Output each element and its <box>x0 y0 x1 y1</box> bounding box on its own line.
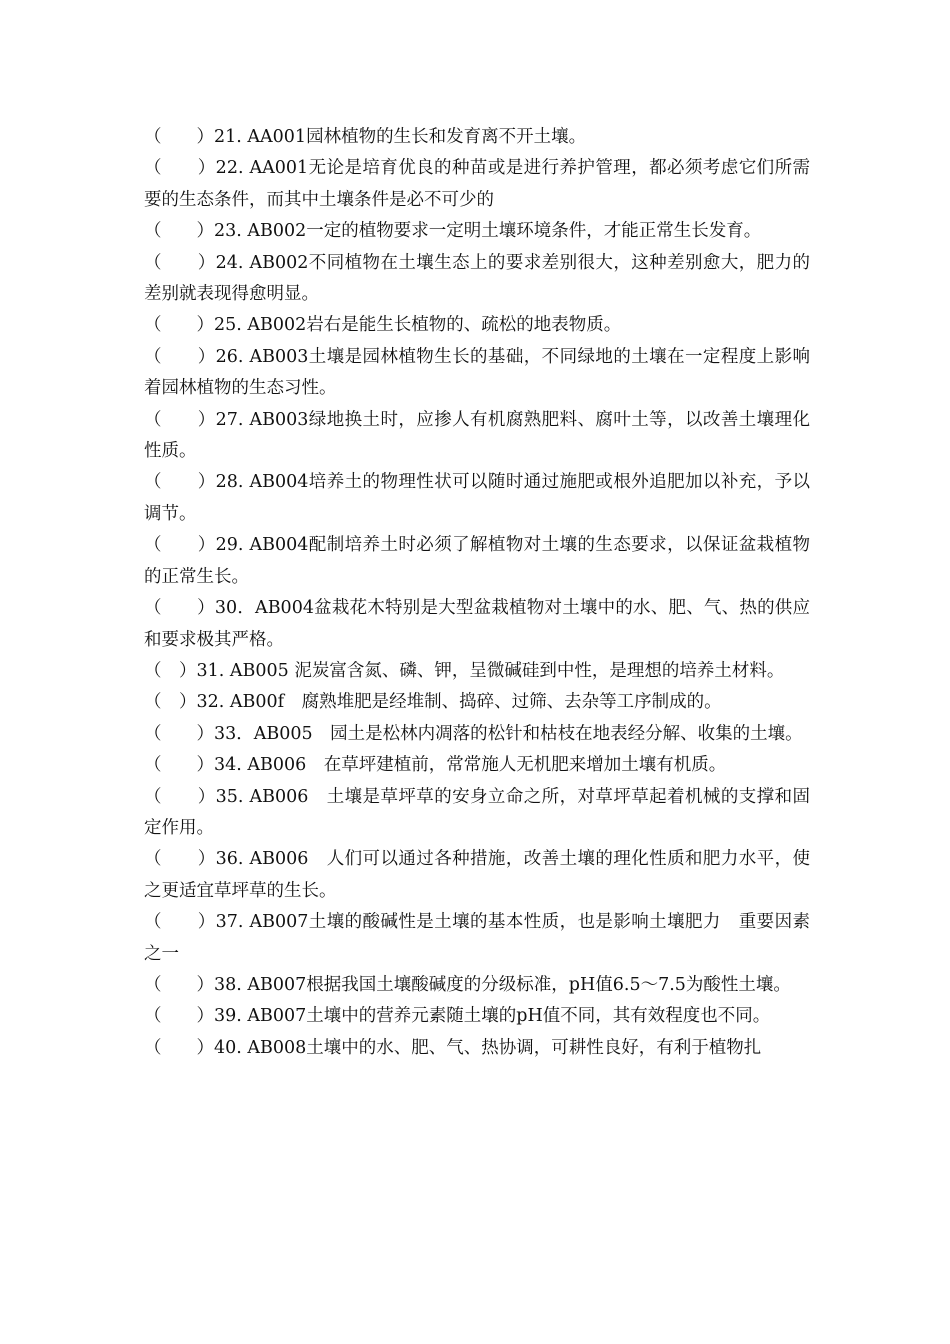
question-34: （ ）34. AB006 在草坪建植前，常常施人无机肥来增加土壤有机质。 <box>144 755 727 776</box>
question-35: （ ）35. AB006 土壤是草坪草的安身立命之所，对草坪草起着机械的支撑和固定作用。 <box>144 786 810 838</box>
question-38: （ ）38. AB007根据我国土壤酸碱度的分级标准，pH值6.5～7.5为酸性土壤。 <box>144 974 791 995</box>
question-24: （ ）24. AB002不同植物在土壤生态上的要求差别很大，这种差别愈大，肥力的差别就表现得愈明显。 <box>144 252 810 305</box>
question-32: （ ）32. AB00f 腐熟堆肥是经堆制、捣碎、过筛、去杂等工序制成的。 <box>144 692 722 713</box>
question-26: （ ）26. AB003土壤是园林植物生长的基础，不同绿地的土壤在一定程度上影响着园林植物的生态习性。 <box>144 346 810 399</box>
question-39: （ ）39. AB007土壤中的营养元素随土壤的pH值不同，其有效程度也不同。 <box>144 1006 771 1027</box>
question-30: （ ）30．AB004盆栽花木特别是大型盆栽植物对土壤中的水、肥、气、热的供应和要求极其严格。 <box>144 598 810 650</box>
question-29: （ ）29. AB004配制培养土时必须了解植物对土壤的生态要求，以保证盆栽植物的正常生长。 <box>144 535 810 587</box>
question-27: （ ）27. AB003绿地换土时，应掺人有机腐熟肥料、腐叶土等，以改善土壤理化性质。 <box>144 409 810 462</box>
question-22: （ ）22. AA001无论是培育优良的种苗或是进行养护管理，都必须考虑它们所需要的生态条件，而其中土壤条件是必不可少的 <box>144 158 810 210</box>
question-40: （ ）40. AB008土壤中的水、肥、气、热协调，可耕性良好，有利于植物扎 <box>144 1037 762 1058</box>
question-23: （ ）23. AB002一定的植物要求一定明土壤环境条件，才能正常生长发育。 <box>144 221 762 242</box>
question-37: （ ）37. AB007土壤的酸碱性是土壤的基本性质，也是影响土壤肥力 重要因素之一 <box>144 912 810 964</box>
question-21: （ ）21. AA001园林植物的生长和发育离不开土壤。 <box>144 127 587 147</box>
question-28: （ ）28. AB004培养土的物理性状可以随时通过施肥或根外追肥加以补充，予以调节。 <box>144 472 810 524</box>
question-31: （ ）31. AB005 泥炭富含氮、磷、钾，呈微碱硅到中性，是理想的培养土材料。 <box>144 660 785 681</box>
question-36: （ ）36. AB006 人们可以通过各种措施，改善土壤的理化性质和肥力水平，使之更适宜草坪草的生长。 <box>144 849 810 901</box>
question-33: （ ）33．AB005 园土是松林内凋落的松针和枯枝在地表经分解、收集的土壤。 <box>144 723 803 744</box>
question-25: （ ）25. AB002岩右是能生长植物的、疏松的地表物质。 <box>144 315 622 336</box>
document-page <box>144 122 810 1064</box>
